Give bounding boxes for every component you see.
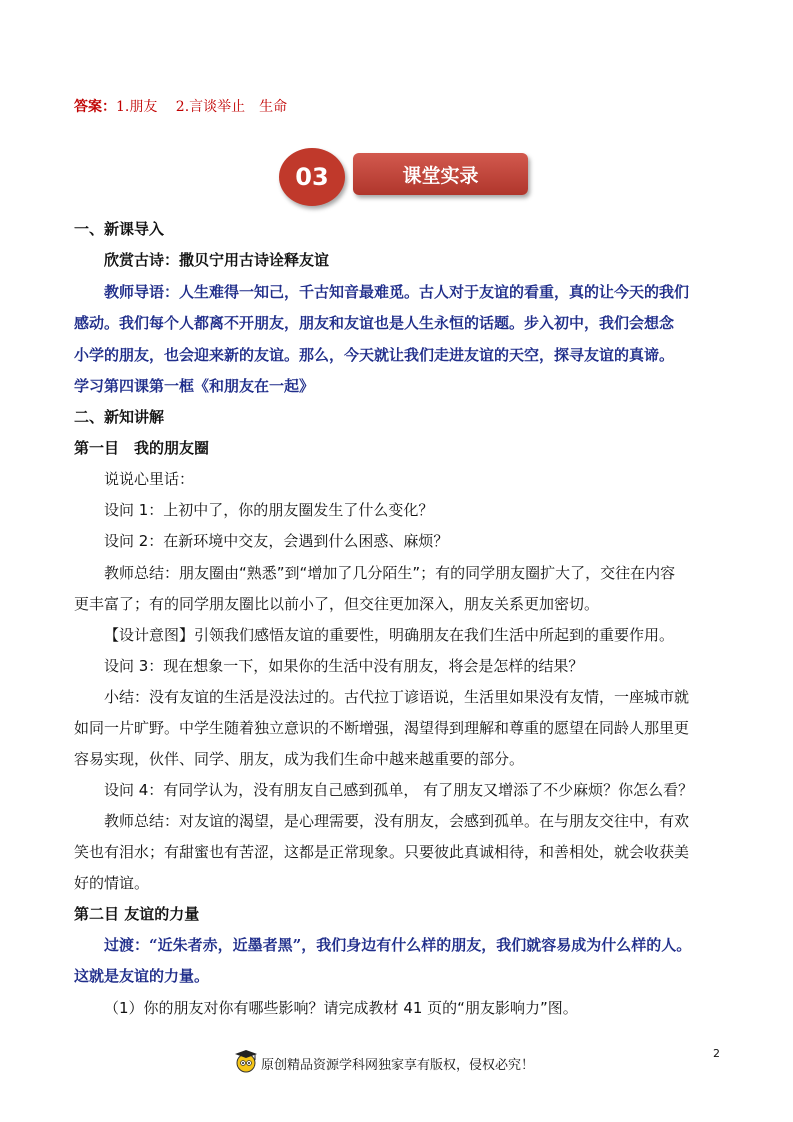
heading-new-knowledge: 二、新知讲解 <box>74 408 165 426</box>
summary-line-2: 如同一片旷野。中学生随着独立意识的不断增强，渴望得到理解和尊重的愿望在同龄人那里更 <box>74 719 690 737</box>
question-2: 设问 2：在新环境中交友，会遇到什么困惑、麻烦？ <box>104 532 449 550</box>
teacher-intro-line-1: 教师导语：人生难得一知己，千古知音最难觅。古人对于友谊的看重，真的让今天的我们 <box>104 283 690 301</box>
question-1: 设问 1：上初中了，你的朋友圈发生了什么变化？ <box>104 501 434 519</box>
copyright-text: 原创精品资源学科网独家享有版权，侵权必究！ <box>261 1057 535 1073</box>
teacher-intro-line-2: 感动。我们每个人都离不开朋友，朋友和友谊也是人生永恒的话题。步入初中，我们会想念 <box>74 314 675 332</box>
answer-text: 1.朋友 2.言谈举止 生命 <box>116 99 288 115</box>
transition-line-1: 过渡：“近朱者赤，近墨者黑”，我们身边有什么样的朋友，我们就容易成为什么样的人。 <box>104 936 692 954</box>
question-4: 设问 4：有同学认为，没有朋友自己感到孤单， 有了朋友又增添了不少麻烦？你怎么看？ <box>104 781 694 799</box>
section-number-badge: 03 <box>279 148 345 206</box>
heading-topic-2: 第二目 友谊的力量 <box>74 905 200 923</box>
answer-line <box>74 96 287 116</box>
teacher-summary-1-line-2: 更丰富了；有的同学朋友圈比以前小了，但交往更加深入，朋友关系更加密切。 <box>74 595 600 613</box>
graduate-mascot-icon <box>233 1048 259 1078</box>
summary-line-1: 小结：没有友谊的生活是没法过的。古代拉丁谚语说，生活里如果没有友情，一座城市就 <box>104 688 690 706</box>
teacher-summary-2-line-2: 笑也有泪水；有甜蜜也有苦涩，这都是正常现象。只要彼此真诚相待，和善相处，就会收获美 <box>74 843 690 861</box>
teacher-intro-line-3: 小学的朋友，也会迎来新的友谊。那么，今天就让我们走进友谊的天空，探寻友谊的真谛。 <box>74 346 675 364</box>
design-intent: 【设计意图】引领我们感悟友谊的重要性，明确朋友在我们生活中所起到的重要作用。 <box>104 626 675 644</box>
teacher-summary-2-line-1: 教师总结：对友谊的渴望，是心理需要，没有朋友，会感到孤单。在与朋友交往中，有欢 <box>104 812 690 830</box>
transition-line-2: 这就是友谊的力量。 <box>74 967 210 985</box>
summary-line-3: 容易实现，伙伴、同学、朋友，成为我们生命中越来越重要的部分。 <box>74 750 525 768</box>
teacher-summary-2-line-3: 好的情谊。 <box>74 874 150 892</box>
page-number: 2 <box>713 1047 720 1060</box>
section-title-banner: 课堂实录 <box>353 153 528 195</box>
activity-1: （1）你的朋友对你有哪些影响？请完成教材 41 页的“朋友影响力”图。 <box>104 999 578 1017</box>
poem-appreciation: 欣赏古诗：撒贝宁用古诗诠释友谊 <box>104 251 330 269</box>
heading-new-lesson-intro: 一、新课导入 <box>74 220 165 238</box>
teacher-intro-line-4: 学习第四课第一框《和朋友在一起》 <box>74 377 315 395</box>
speak-heart: 说说心里话： <box>104 470 195 488</box>
teacher-summary-1-line-1: 教师总结：朋友圈由“熟悉”到“增加了几分陌生”；有的同学朋友圈扩大了，交往在内容 <box>104 564 676 582</box>
heading-topic-1: 第一目 我的朋友圈 <box>74 439 210 457</box>
question-3: 设问 3：现在想象一下，如果你的生活中没有朋友，将会是怎样的结果？ <box>104 657 584 675</box>
answer-label: 答案： <box>74 99 116 115</box>
copyright-footer <box>233 1048 534 1078</box>
